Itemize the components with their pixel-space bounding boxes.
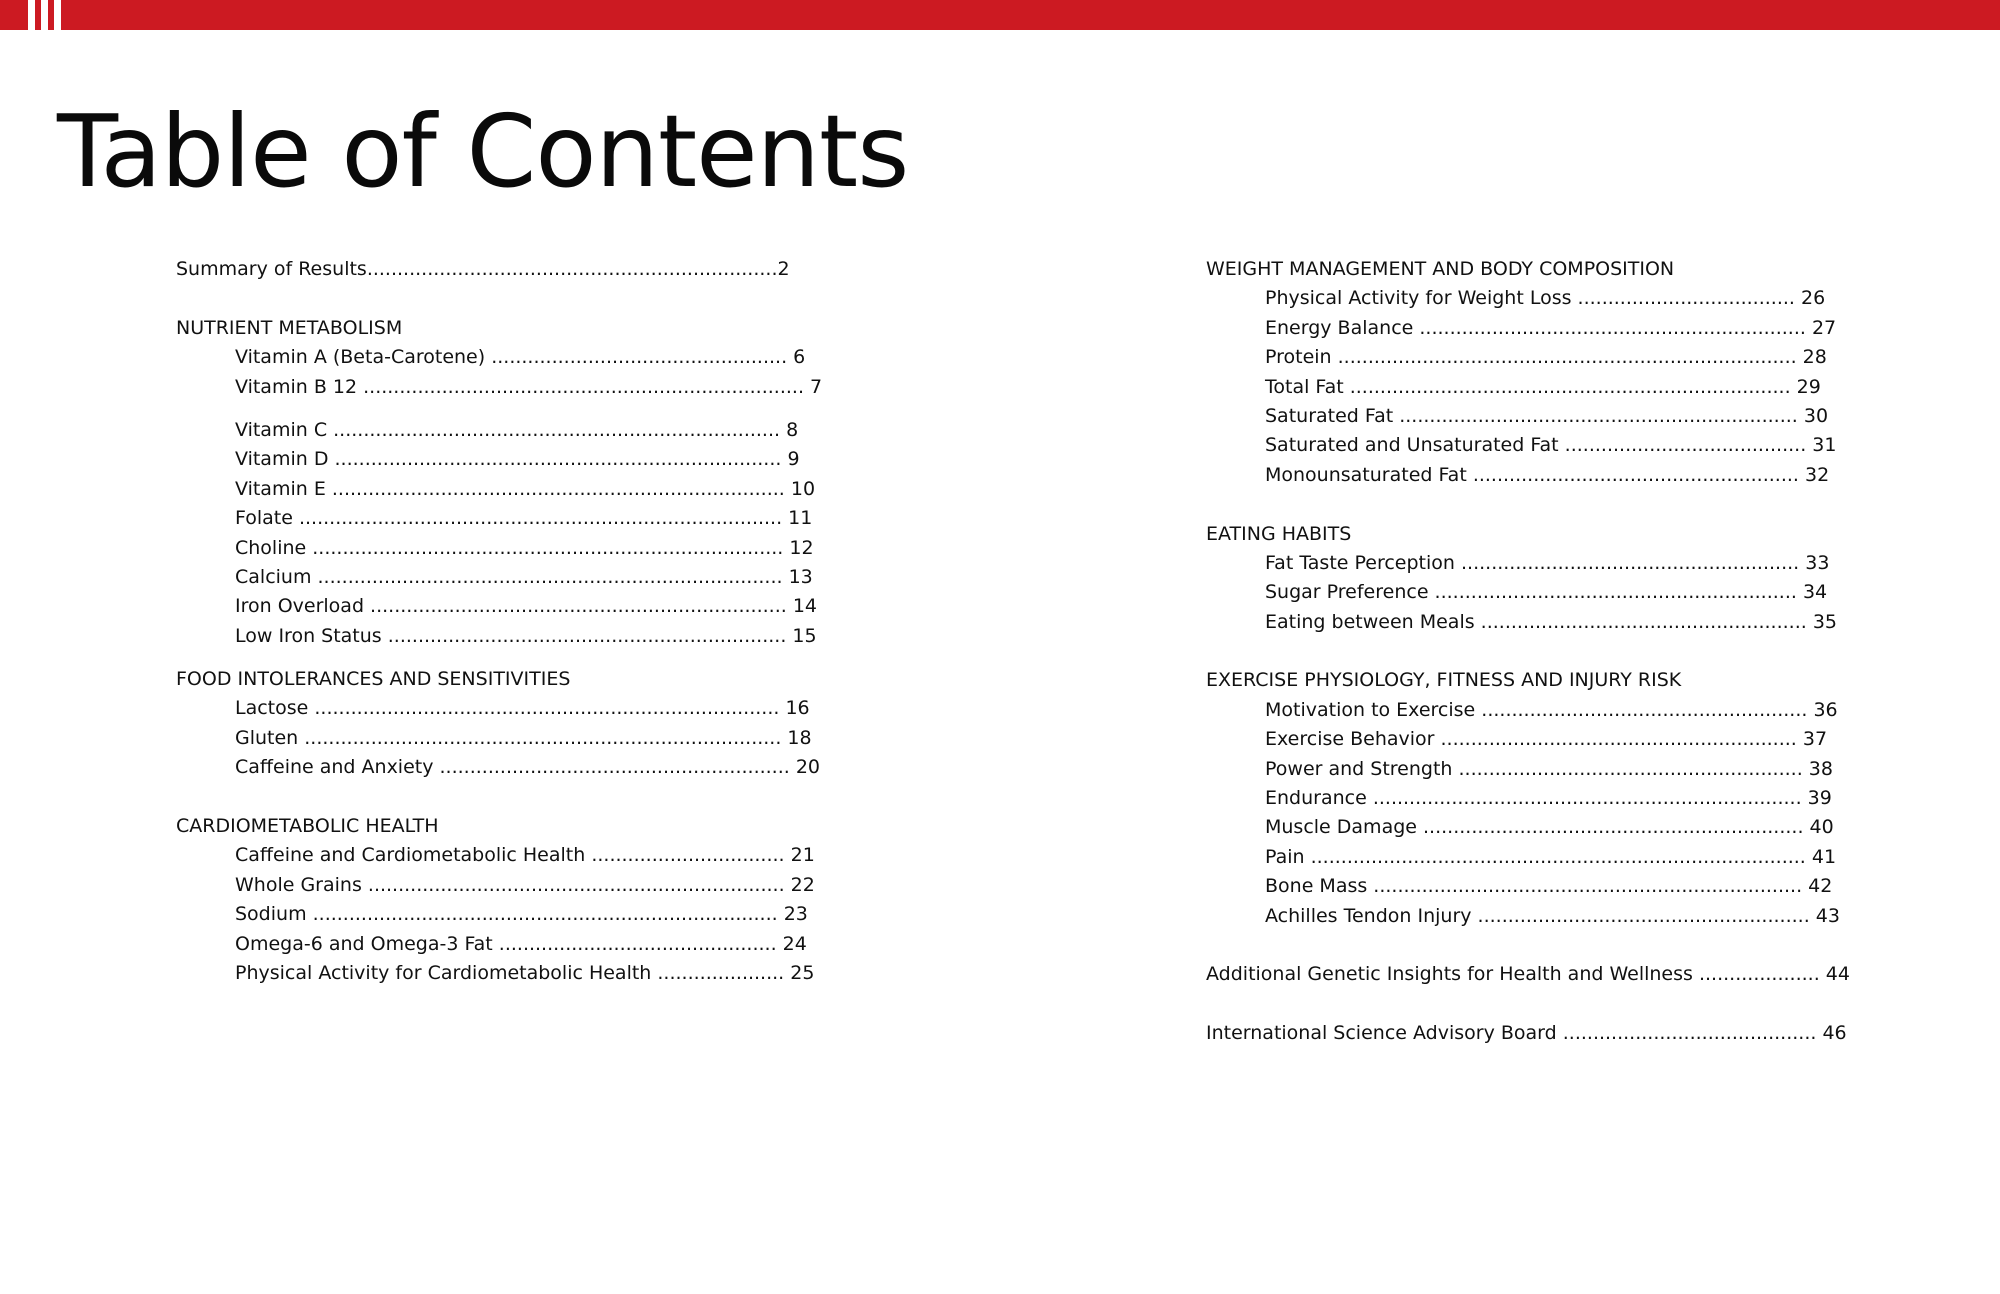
toc-entry[interactable]: Power and Strength ......................................................... 38 <box>1265 757 1833 780</box>
toc-section-heading[interactable]: Additional Genetic Insights for Health and Wellness .................... 44 <box>1206 963 1850 986</box>
toc-entry[interactable]: Gluten ............................................................................... 18 <box>235 726 812 749</box>
toc-entry[interactable]: Eating between Meals ...................................................... 35 <box>1265 610 1838 633</box>
toc-entry[interactable]: Low Iron Status .................................................................. 15 <box>235 624 817 647</box>
toc-entry[interactable]: Caffeine and Anxiety .......................................................... 20 <box>235 756 821 779</box>
toc-entry[interactable]: Monounsaturated Fat ...................................................... 32 <box>1265 463 1830 486</box>
toc-entry[interactable]: Exercise Behavior ........................................................... 37 <box>1265 728 1828 751</box>
toc-entry[interactable]: Saturated and Unsaturated Fat ........................................ 31 <box>1265 434 1837 457</box>
toc-entry[interactable]: Achilles Tendon Injury ....................................................... 43 <box>1265 904 1840 927</box>
toc-entry[interactable]: Whole Grains ..................................................................... 22 <box>235 873 815 896</box>
toc-left-column <box>176 255 823 988</box>
toc-section-heading[interactable]: NUTRIENT METABOLISM <box>176 316 403 339</box>
page-title: Table of Contents <box>57 93 909 210</box>
bar-stripe <box>28 0 35 30</box>
toc-entry[interactable]: Fat Taste Perception ........................................................ 33 <box>1265 551 1830 574</box>
toc-section-heading[interactable]: EXERCISE PHYSIOLOGY, FITNESS AND INJURY RISK <box>1206 669 1682 692</box>
toc-entry[interactable]: Vitamin A (Beta-Carotene) ................................................. 6 <box>235 346 806 369</box>
toc-entry[interactable]: Physical Activity for Weight Loss .................................... 26 <box>1265 287 1826 310</box>
toc-entry[interactable]: Caffeine and Cardiometabolic Health ................................ 21 <box>235 844 815 867</box>
toc-entry[interactable]: Vitamin E ........................................................................... 10 <box>235 477 816 500</box>
toc-entry[interactable]: Total Fat ......................................................................... 29 <box>1265 375 1821 398</box>
toc-entry[interactable]: Energy Balance ................................................................ 27 <box>1265 316 1837 339</box>
toc-entry[interactable]: Vitamin B 12 ......................................................................... 7 <box>235 375 823 398</box>
toc-entry[interactable]: Motivation to Exercise ...................................................... 36 <box>1265 698 1838 721</box>
toc-entry[interactable]: Choline .............................................................................. 12 <box>235 536 814 559</box>
top-accent-bar <box>0 0 2000 30</box>
toc-entry[interactable]: Lactose ............................................................................. 16 <box>235 697 810 720</box>
toc-section-heading[interactable]: Summary of Results....................................................................2 <box>176 258 790 280</box>
toc-entry[interactable]: Folate ................................................................................ 11 <box>235 507 813 530</box>
toc-entry[interactable]: Endurance ....................................................................... 39 <box>1265 787 1832 810</box>
toc-entry[interactable]: Sodium ............................................................................. 23 <box>235 903 808 926</box>
toc-entry[interactable]: Pain .................................................................................. 41 <box>1265 845 1837 868</box>
toc-section-heading[interactable]: FOOD INTOLERANCES AND SENSITIVITIES <box>176 668 571 691</box>
toc-section-heading[interactable]: CARDIOMETABOLIC HEALTH <box>176 815 439 838</box>
toc-entry[interactable]: Vitamin C .......................................................................... 8 <box>235 418 799 441</box>
toc-entry[interactable]: Muscle Damage ............................................................... 40 <box>1265 816 1834 839</box>
toc-entry[interactable]: Sugar Preference ............................................................ 34 <box>1265 581 1828 604</box>
toc-entry[interactable]: Calcium ............................................................................. 13 <box>235 565 813 588</box>
toc-entry[interactable]: Physical Activity for Cardiometabolic Health ..................... 25 <box>235 961 815 984</box>
bar-stripe <box>41 0 48 30</box>
bar-stripe <box>54 0 61 30</box>
toc-section-heading[interactable]: International Science Advisory Board .......................................... 46 <box>1206 1022 1847 1045</box>
toc-section-heading[interactable]: WEIGHT MANAGEMENT AND BODY COMPOSITION <box>1206 258 1675 280</box>
toc-entry[interactable]: Vitamin D .......................................................................... 9 <box>235 448 800 471</box>
toc-entry[interactable]: Omega-6 and Omega-3 Fat .............................................. 24 <box>235 932 807 955</box>
toc-entry[interactable]: Protein ............................................................................ 28 <box>1265 346 1827 369</box>
toc-section-heading[interactable]: EATING HABITS <box>1206 522 1352 545</box>
toc-right-column <box>1206 255 1850 1049</box>
toc-entry[interactable]: Iron Overload ..................................................................... 14 <box>235 595 817 618</box>
toc-entry[interactable]: Saturated Fat .................................................................. 30 <box>1265 404 1829 427</box>
toc-entry[interactable]: Bone Mass ....................................................................... 42 <box>1265 875 1833 898</box>
